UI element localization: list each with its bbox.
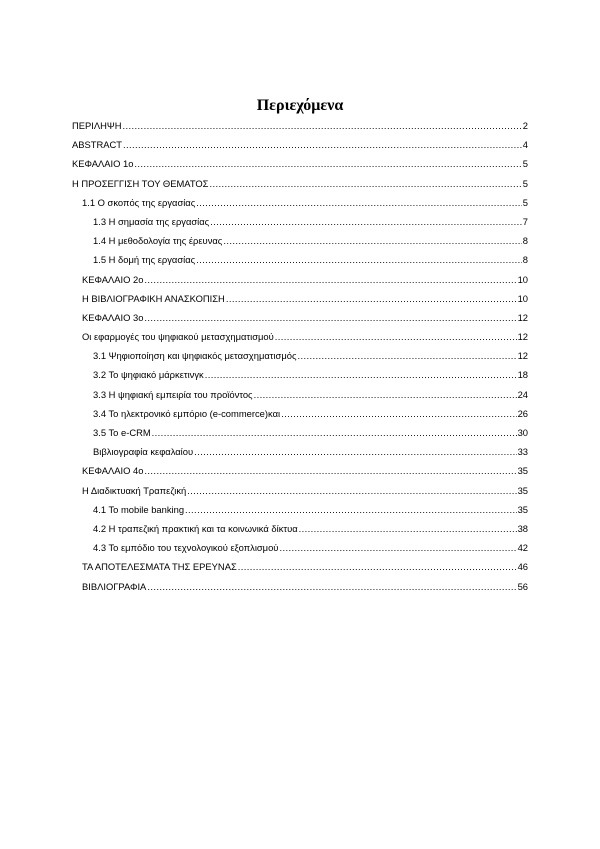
toc-dot-leader [144, 465, 516, 477]
toc-dot-leader [152, 427, 517, 439]
toc-entry-label: ΚΕΦΑΛΑΙΟ 4ο [82, 465, 144, 477]
toc-page-number: 35 [517, 465, 528, 477]
toc-entry-label: 4.3 Το εμπόδιο του τεχνολογικού εξοπλισμού [93, 542, 279, 554]
toc-entry[interactable] [0, 444, 600, 463]
toc-page-number: 38 [517, 522, 528, 534]
toc-entry[interactable] [0, 579, 600, 598]
toc-entry-label: 3.2 Το ψηφιακό μάρκετινγκ [93, 369, 204, 381]
toc-dot-leader [209, 178, 521, 190]
toc-page-number: 35 [517, 484, 528, 496]
toc-entry-label: 1.3 Η σημασία της εργασίας [93, 215, 210, 227]
toc-page-number: 30 [517, 427, 528, 438]
toc-dot-leader [299, 523, 517, 535]
toc-entry-label: Η ΒΙΒΛΙΟΓΡΑΦΙΚΗ ΑΝΑΣΚΟΠΙΣΗ [82, 292, 225, 304]
toc-dot-leader [226, 293, 517, 305]
toc-page-number: 24 [517, 388, 528, 400]
toc-entry-label: 1.5 Η δομή της εργασίας [93, 254, 196, 266]
toc-entry[interactable] [0, 310, 600, 329]
toc-entry[interactable] [0, 406, 600, 425]
toc-entry[interactable] [0, 367, 600, 386]
toc-entry[interactable] [0, 214, 600, 233]
toc-entry-label: 3.5 Το e-CRM [93, 427, 151, 438]
toc-entry-label: ABSTRACT [72, 139, 123, 151]
toc-page-number: 5 [522, 196, 528, 208]
toc-entry[interactable] [0, 252, 600, 271]
toc-dot-leader [185, 504, 517, 516]
toc-page-number: 42 [517, 542, 528, 554]
toc-dot-leader [187, 485, 516, 497]
toc-dot-leader [123, 120, 522, 132]
toc-entry-label: 1.1 Ο σκοπός της εργασίας [82, 196, 196, 208]
toc-page-number: 5 [522, 158, 528, 170]
toc-entry-label: Η ΠΡΟΣΕΓΓΙΣΗ ΤΟΥ ΘΕΜΑΤΟΣ [72, 177, 209, 189]
toc-dot-leader [134, 158, 521, 170]
toc-entry-label: 3.1 Ψηφιοποίηση και ψηφιακός μετασχηματισμός [93, 350, 297, 362]
toc-entry-label: 4.1 Το mobile banking [93, 503, 185, 515]
toc-entry-label: ΠΕΡΙΛΗΨΗ [72, 120, 122, 131]
toc-entry-label: ΚΕΦΑΛΑΙΟ 1ο [72, 158, 134, 170]
toc-dot-leader [123, 139, 522, 151]
toc-entry-label: 3.4 Το ηλεκτρονικό εμπόριο (e-commerce)και [93, 407, 281, 419]
toc-entry-label: ΒΙΒΛΙΟΓΡΑΦΙΑ [82, 580, 147, 592]
toc-title: Περιεχόμενα [256, 97, 344, 114]
toc-entry[interactable] [0, 521, 600, 540]
toc-page-number: 12 [517, 311, 528, 323]
toc-entry-label: 1.4 Η μεθοδολογία της έρευνας [93, 235, 223, 247]
toc-entry[interactable] [0, 483, 600, 502]
toc-entry-label: ΤΑ ΑΠΟΤΕΛΕΣΜΑΤΑ ΤΗΣ ΕΡΕΥΝΑΣ [82, 561, 237, 573]
toc-entry[interactable] [0, 559, 600, 578]
toc-dot-leader [223, 235, 521, 247]
toc-page-number: 8 [522, 254, 528, 266]
toc-page-number: 46 [517, 561, 528, 573]
toc-page-number: 2 [522, 120, 528, 131]
toc-list [0, 118, 600, 598]
toc-page-number: 8 [522, 235, 528, 247]
toc-entry-label: 4.2 Η τραπεζική πρακτική και τα κοινωνικά δίκτυα [93, 522, 298, 534]
toc-entry[interactable] [0, 272, 600, 291]
toc-entry-label: ΚΕΦΑΛΑΙΟ 3ο [82, 311, 144, 323]
toc-entry[interactable] [0, 463, 600, 482]
toc-entry[interactable] [0, 291, 600, 310]
toc-entry[interactable] [0, 387, 600, 406]
toc-entry[interactable] [0, 176, 600, 195]
toc-entry[interactable] [0, 329, 600, 348]
toc-entry[interactable] [0, 195, 600, 214]
toc-dot-leader [210, 216, 522, 228]
toc-entry[interactable] [0, 348, 600, 367]
toc-entry[interactable] [0, 502, 600, 521]
toc-dot-leader [297, 350, 516, 362]
toc-page-number: 4 [522, 139, 528, 151]
toc-page-number: 12 [517, 350, 528, 362]
toc-page-number: 5 [522, 177, 528, 189]
toc-entry[interactable] [0, 118, 600, 137]
toc-entry-label: Η Διαδικτυακή Τραπεζική [82, 484, 187, 496]
toc-entry[interactable] [0, 233, 600, 252]
toc-page-number: 33 [517, 446, 528, 458]
toc-page-number: 10 [517, 273, 528, 285]
toc-dot-leader [194, 446, 516, 458]
toc-page-number: 18 [517, 369, 528, 381]
toc-dot-leader [144, 312, 516, 324]
toc-entry-label: Βιβλιογραφία κεφαλαίου [93, 446, 194, 458]
toc-page-number: 26 [517, 407, 528, 419]
toc-dot-leader [279, 542, 516, 554]
toc-entry-label: 3.3 Η ψηφιακή εμπειρία του προϊόντος [93, 388, 253, 400]
toc-page-number: 12 [517, 331, 528, 343]
toc-page-number: 35 [517, 503, 528, 515]
toc-dot-leader [275, 331, 517, 343]
toc-entry[interactable] [0, 137, 600, 156]
toc-page-number: 10 [517, 292, 528, 304]
toc-entry-label: Οι εφαρμογές του ψηφιακού μετασχηματισμού [82, 331, 274, 343]
toc-dot-leader [196, 197, 522, 209]
toc-page-number: 56 [517, 580, 528, 592]
toc-dot-leader [147, 581, 516, 593]
toc-dot-leader [196, 254, 522, 266]
toc-dot-leader [144, 274, 516, 286]
toc-entry[interactable] [0, 540, 600, 559]
toc-entry[interactable] [0, 425, 600, 444]
toc-entry[interactable] [0, 156, 600, 175]
toc-page-number: 7 [522, 215, 528, 227]
toc-dot-leader [281, 408, 516, 420]
toc-entry-label: ΚΕΦΑΛΑΙΟ 2ο [82, 273, 144, 285]
toc-dot-leader [205, 369, 517, 381]
toc-dot-leader [238, 561, 517, 573]
toc-dot-leader [254, 389, 517, 401]
